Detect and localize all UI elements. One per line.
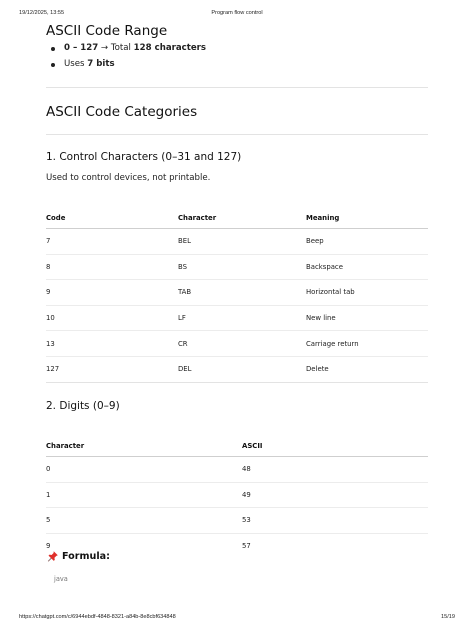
cell-character: 0	[46, 457, 242, 483]
formula-heading	[46, 550, 110, 563]
cell-meaning: Delete	[306, 365, 329, 374]
bullet-range-bold: 0 – 127	[64, 43, 99, 53]
cell-ascii: 57	[242, 542, 251, 551]
code-language-label: java	[54, 575, 68, 583]
divider	[46, 134, 428, 135]
cell-ascii: 49	[242, 482, 428, 508]
table-row	[46, 280, 428, 306]
cell-code: 9	[46, 280, 178, 306]
bullet-range	[46, 40, 206, 56]
cell-meaning: Carriage return	[306, 331, 428, 357]
cell-code: 10	[46, 305, 178, 331]
divider	[46, 87, 428, 88]
table-header-row	[46, 208, 428, 229]
bullet-range-text: → Total	[98, 43, 134, 53]
print-page-number: 15/19	[441, 614, 455, 620]
cell-code: 13	[46, 331, 178, 357]
formula-label: Formula:	[62, 551, 110, 562]
subsection-heading-control: 1. Control Characters (0–31 and 127)	[46, 151, 242, 163]
table-row	[46, 305, 428, 331]
cell-character: 5	[46, 508, 242, 534]
print-title: Program flow control	[211, 10, 263, 16]
range-bullets	[46, 40, 206, 72]
print-header	[19, 10, 455, 20]
cell-code: 7	[46, 229, 178, 255]
bullet-bits-text: Uses	[64, 59, 88, 69]
print-timestamp: 19/12/2025, 13:55	[19, 10, 65, 16]
cell-character: CR	[178, 331, 306, 357]
pushpin-icon	[46, 550, 59, 563]
cell-code: 127	[46, 365, 60, 374]
print-url: https://chatgpt.com/c/6944ebdf-4848-8321-a84b-8e8cbf634848	[19, 614, 176, 620]
table-row	[46, 356, 428, 381]
cell-character: LF	[178, 305, 306, 331]
table-header-row	[46, 436, 428, 457]
control-description: Used to control devices, not printable.	[46, 173, 211, 183]
column-header-character: Character	[178, 208, 306, 229]
table-row	[46, 482, 428, 508]
cell-code: 8	[46, 254, 178, 280]
cell-character: TAB	[178, 280, 306, 306]
table-row	[46, 254, 428, 280]
table-row	[46, 508, 428, 534]
cell-meaning: Backspace	[306, 254, 428, 280]
cell-character: 1	[46, 482, 242, 508]
cell-ascii: 48	[242, 457, 428, 483]
print-footer	[19, 614, 455, 624]
bullet-count-bold: 128 characters	[133, 43, 207, 53]
bullet-bits	[46, 56, 206, 72]
table-row	[46, 331, 428, 357]
control-characters-table	[46, 208, 428, 382]
column-header-ascii: ASCII	[242, 436, 428, 457]
column-header-character: Character	[46, 436, 242, 457]
cell-meaning: Beep	[306, 229, 428, 255]
cell-meaning: Horizontal tab	[306, 280, 428, 306]
bullet-bits-bold: 7 bits	[87, 59, 115, 69]
table-row	[46, 229, 428, 255]
cell-character: 9	[46, 542, 51, 551]
divider	[46, 382, 428, 383]
digits-table	[46, 436, 428, 558]
cell-character: BEL	[178, 229, 306, 255]
cell-character: DEL	[178, 365, 192, 374]
cell-character: BS	[178, 254, 306, 280]
table-row	[46, 457, 428, 483]
cell-meaning: New line	[306, 305, 428, 331]
cell-ascii: 53	[242, 508, 428, 534]
section-heading-range: ASCII Code Range	[46, 23, 168, 39]
column-header-code: Code	[46, 208, 178, 229]
column-header-meaning: Meaning	[306, 208, 428, 229]
subsection-heading-digits: 2. Digits (0–9)	[46, 400, 120, 412]
section-heading-categories: ASCII Code Categories	[46, 104, 198, 120]
